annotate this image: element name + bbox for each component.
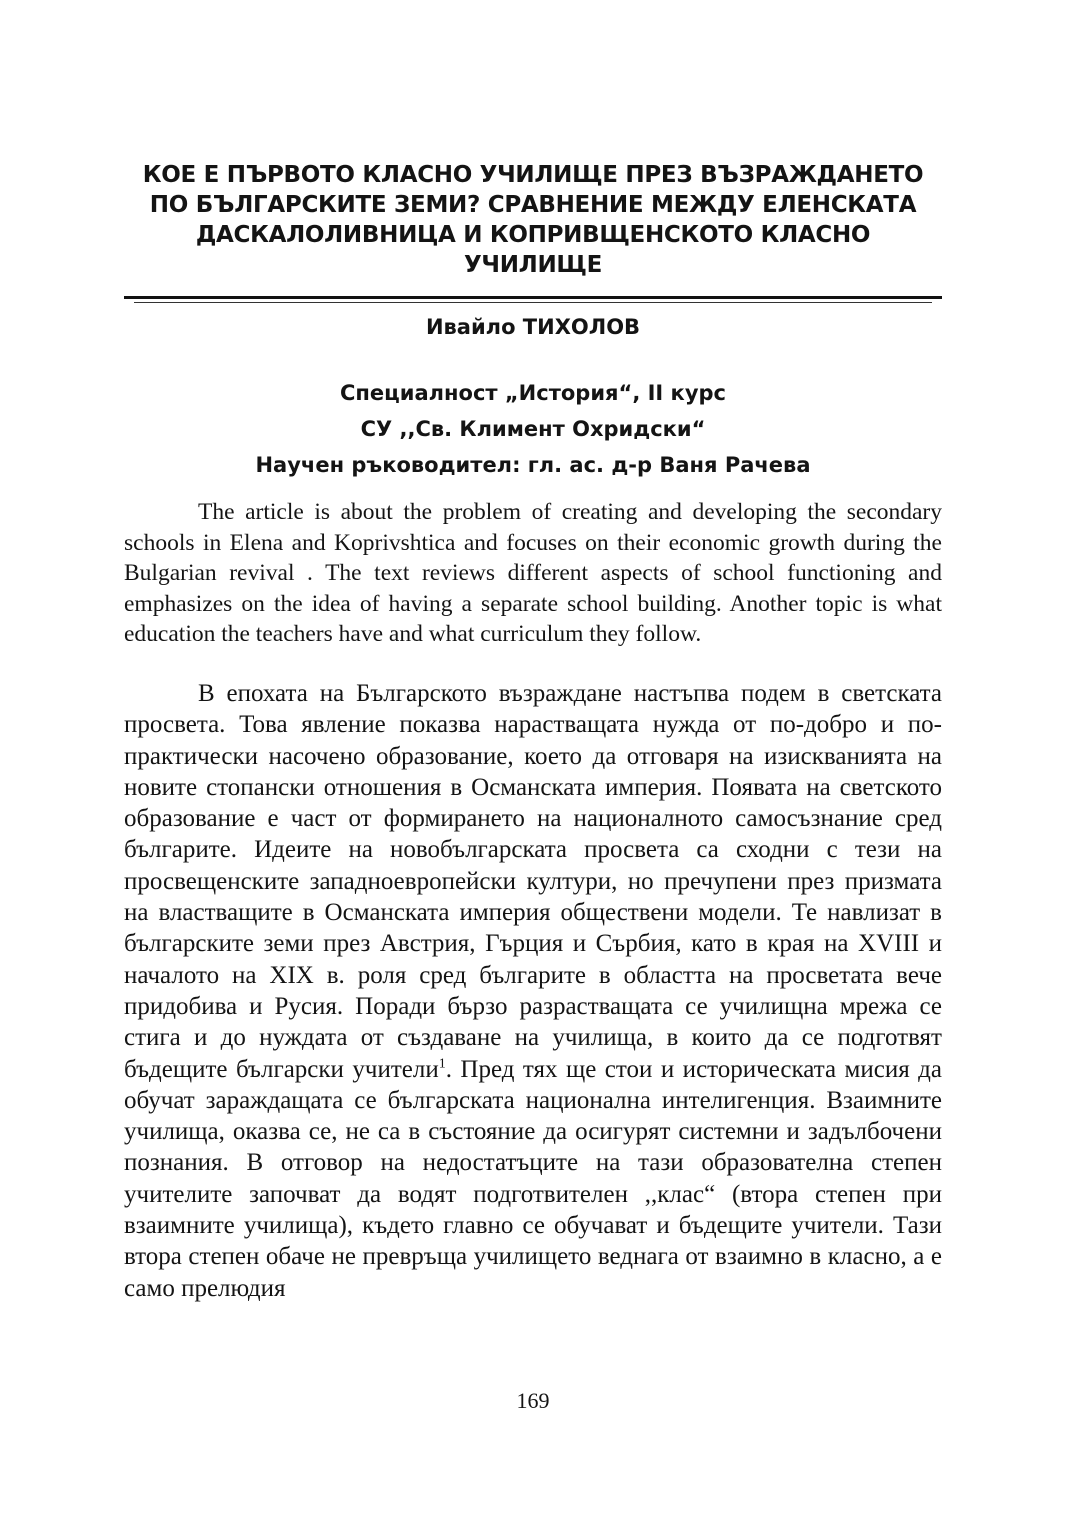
title-line: КОЕ Е ПЪРВОТО КЛАСНО УЧИЛИЩЕ ПРЕЗ ВЪЗРАЖДАНЕТО [142, 162, 924, 188]
abstract: The article is about the problem of creating and developing the secondary schools in Elena and Koprivshtica and focuses on their economic growth during the Bulgarian revival . The text reviews different aspects of school functioning and emphasizes on the idea of having a separate school building. Another topic is what education the teachers have and what curriculum they follow. [124, 499, 942, 647]
title-line: ДАСКАЛОЛИВНИЦА И КОПРИВЩЕНСКОТО КЛАСНО [195, 222, 871, 248]
title-rule-thin [134, 302, 932, 303]
university-line: СУ ,,Св. Климент Охридски“ [360, 417, 706, 441]
footnote-marker[interactable]: 1 [438, 1056, 446, 1072]
body-text-part: В епохата на Българското възраждане настъпва подем в светската просвета. Това явление показва нарастващата нужда от по-добро и по-практически насочено образование, което да отговаря на изискванията на новите стопански отношения в Османската империя. Появата на светското образование е част от формирането на националното самосъзнание сред българите. Идеите на новобългарската просвета са сходни с тези на просвещенските западноевропейски култури, но пречупени през призмата на властващите в Османската империя обществени модели. Те навлизат в българските земи през Австрия, Гърция и Сърбия, като в края на XVIII и началото на XIX в. роля сред българите в областта на просветата вече придобива и Русия. Поради бързо разрастващата се училищна мрежа се стига и до нуждата от създаване на училища, в които да се подготвят бъдещите български учители [124, 680, 942, 1083]
title-line: УЧИЛИЩЕ [463, 252, 603, 278]
body-paragraph [124, 678, 942, 1304]
specialty-line: Специалност „История“, II курс [340, 381, 726, 405]
page-number: 169 [516, 1388, 550, 1413]
author-name: Ивайло ТИХОЛОВ [425, 315, 641, 339]
body-text-part: . Пред тях ще стои и историческата мисия да обучат зараждащата се българската национална интелигенция. Взаимните училища, оказва се, не са в състояние да осигурят системни и задълбочени познания. В отговор на недостатъците на тази образователна степен учителите започват да водят подготвителен ,,клас“ (втора степен при взаимните училища), където главно се обучават и бъдещите учители. Тази втора степен обаче не превръща училището веднага от взаимно в класно, а е само прелюдия [124, 1055, 942, 1302]
article-title [124, 160, 942, 280]
title-line: ПО БЪЛГАРСКИТЕ ЗЕМИ? СРАВНЕНИЕ МЕЖДУ ЕЛЕНСКАТА [149, 192, 917, 218]
supervisor-line: Научен ръководител: гл. ас. д-р Ваня Рачева [255, 453, 811, 477]
affiliation-block [124, 375, 942, 483]
title-rule-thick [124, 296, 942, 299]
